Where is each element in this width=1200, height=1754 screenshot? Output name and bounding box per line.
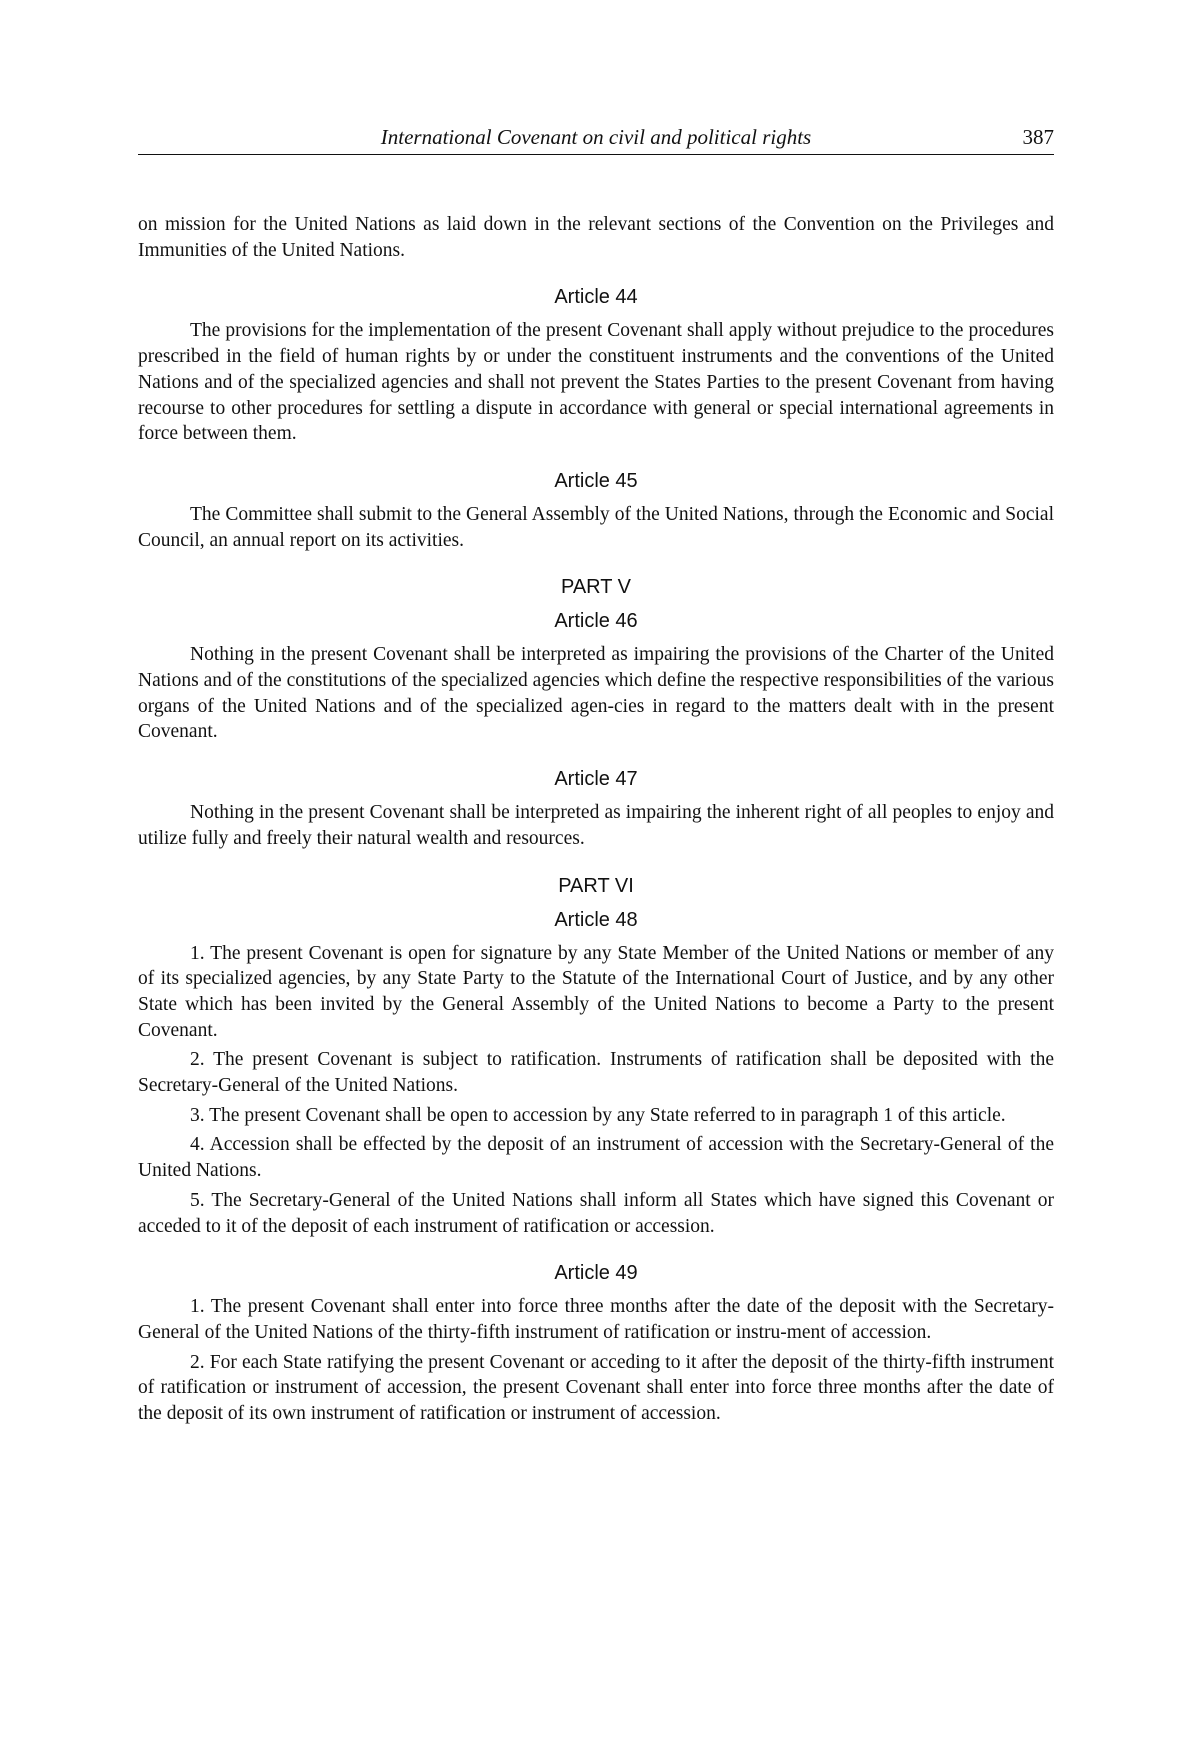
article-47-heading: Article 47 [554, 768, 638, 791]
article-44-heading: Article 44 [554, 286, 638, 309]
article-48-paragraph-4: 4. Accession shall be effected by the deposit of an instrument of accession with the Secretary-General of the United Nations. [138, 1134, 1054, 1182]
article-48-paragraph-5: 5. The Secretary-General of the United Nations shall inform all States which have signed this Covenant or acceded to it of the deposit of each instrument of ratification or accession. [138, 1189, 1054, 1237]
article-45-text: The Committee shall submit to the General Assembly of the United Nations, through the Economic and Social Council, an annual report on its activities. [138, 503, 1054, 551]
part-vi-heading: PART VI [558, 874, 634, 897]
part-v-heading: PART V [560, 576, 632, 599]
document-body [138, 212, 1054, 1427]
article-47-text: Nothing in the present Covenant shall be interpreted as impairing the inherent right of all peoples to enjoy and utilize fully and freely their natural wealth and resources. [138, 802, 1054, 849]
article-46-heading: Article 46 [554, 610, 638, 633]
article-46-text: Nothing in the present Covenant shall be interpreted as impairing the provisions of the Charter of the United Nations and of the constitutions of the specialized agencies which define the respective responsibilities of the various organs of the United Nations and of the specialized agen-cies in regard to the matters dealt with in the present Covenant. [138, 644, 1054, 743]
article-44-text: The provisions for the implementation of the present Covenant shall apply without prejudice to the procedures prescribed in the field of human rights by or under the constituent instruments and the conventions of the United Nations and of the specialized agencies and shall not prevent the States Parties to the present Covenant from having recourse to other procedures for settling a dispute in accordance with general or special international agreements in force between them. [138, 320, 1054, 445]
header-title: International Covenant on civil and political rights [380, 125, 812, 149]
article-49-heading: Article 49 [554, 1262, 638, 1285]
document-page [138, 0, 1054, 1754]
article-48-paragraph-2: 2. The present Covenant is subject to ratification. Instruments of ratification shall be deposited with the Secretary-General of the United Nations. [138, 1049, 1054, 1097]
article-49-paragraph-2: 2. For each State ratifying the present Covenant or acceding to it after the deposit of the thirty-fifth instrument of ratification or instrument of accession, the present Covenant shall enter into force three months after the date of the deposit of its own instrument of ratification or instrument of accession. [138, 1351, 1054, 1425]
article-45-heading: Article 45 [554, 469, 638, 492]
article-48-paragraph-3: 3. The present Covenant shall be open to accession by any State referred to in paragraph 1 of this article. [190, 1104, 1006, 1126]
intro-paragraph: on mission for the United Nations as laid down in the relevant sections of the Convention on the Privileges and Immunities of the United Nations. [138, 214, 1054, 261]
article-48-paragraph-1: 1. The present Covenant is open for signature by any State Member of the United Nations or member of any of its specialized agencies, by any State Party to the Statute of the International Court of Justice, and by any other State which has been invited by the General Assembly of the United Nations to become a Party to the present Covenant. [138, 942, 1054, 1041]
article-48-heading: Article 48 [554, 908, 638, 931]
running-header [138, 124, 1054, 155]
page-number: 387 [1022, 125, 1054, 149]
article-49-paragraph-1: 1. The present Covenant shall enter into force three months after the date of the deposit with the Secretary-General of the United Nations of the thirty-fifth instrument of ratification or instru-ment of accession. [138, 1296, 1054, 1343]
